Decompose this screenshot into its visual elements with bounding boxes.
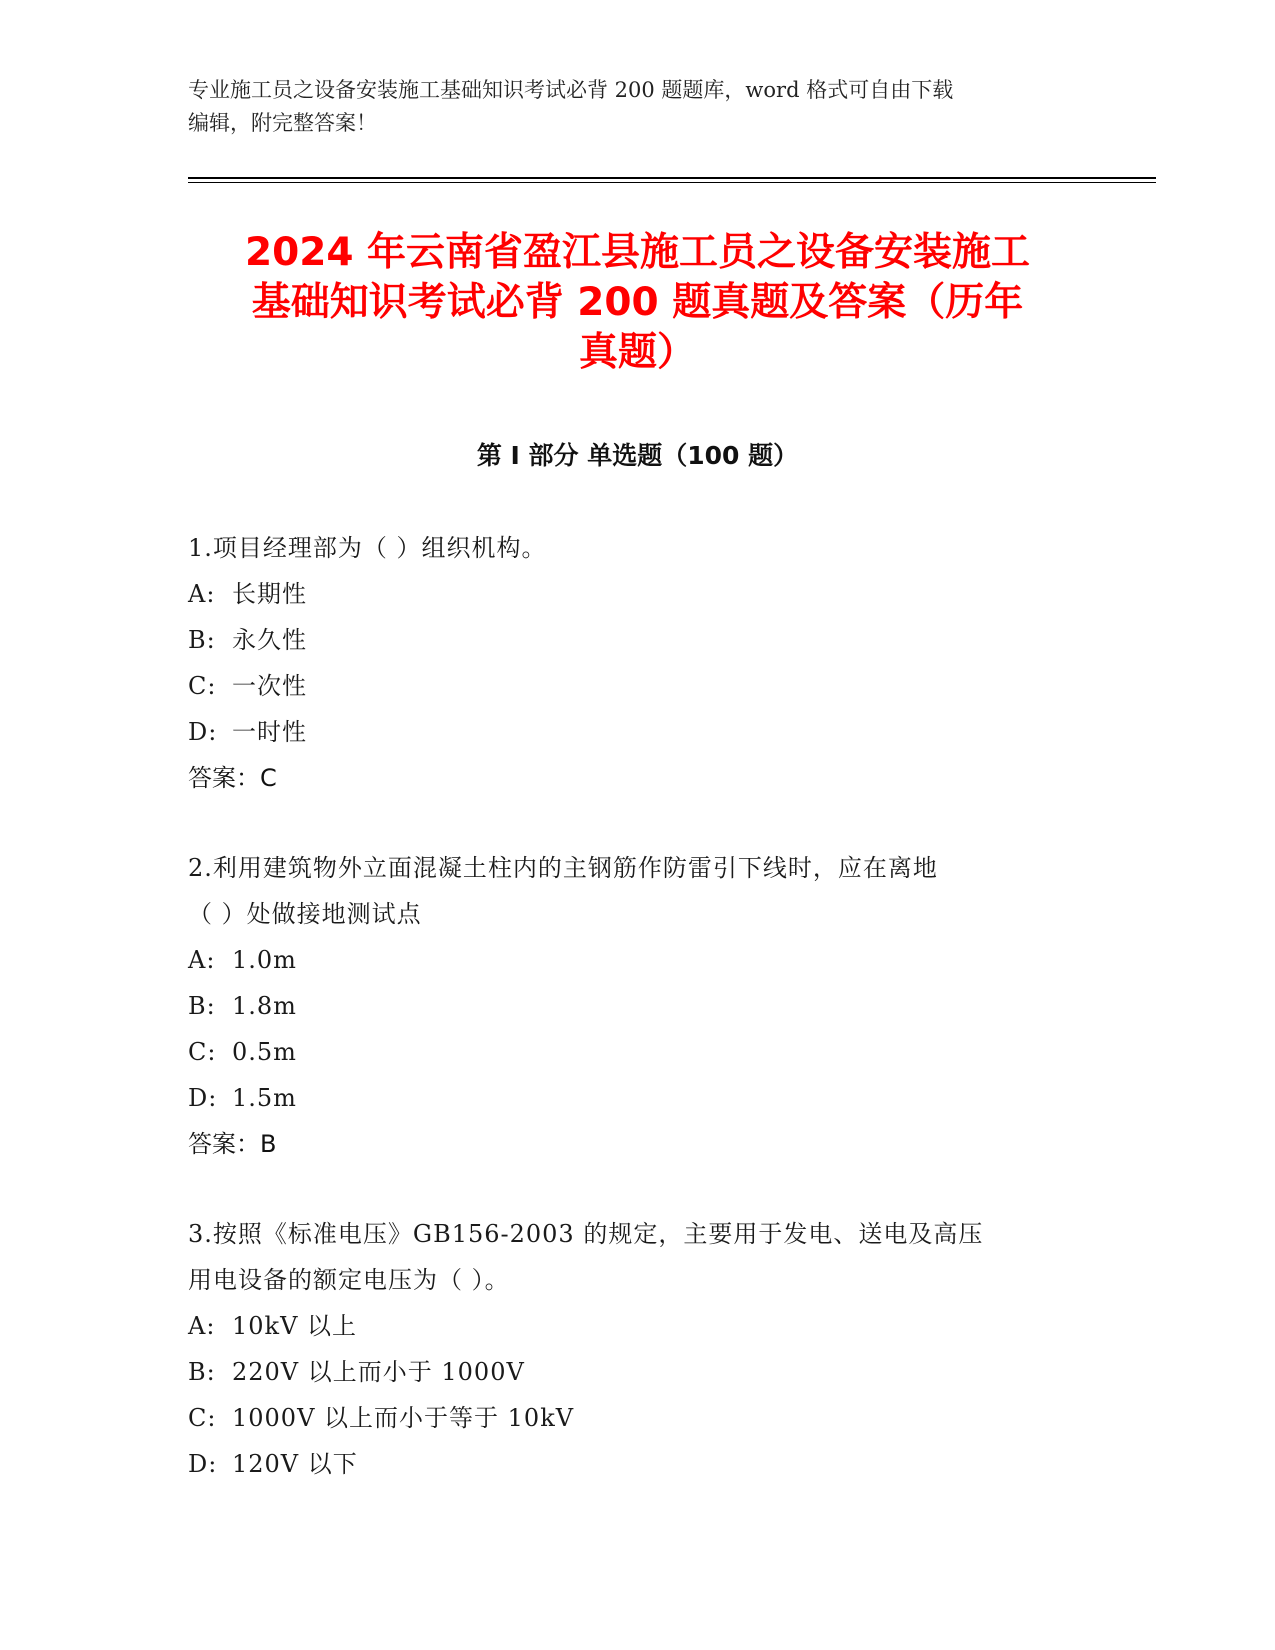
option-text: 10kV 以上 — [232, 1312, 358, 1340]
option-c — [188, 1029, 1068, 1075]
question-text-continued: 用电设备的额定电压为（ ）。 — [188, 1266, 510, 1294]
page-header — [188, 74, 1068, 140]
option-c — [188, 663, 1068, 709]
option-label: B: — [188, 992, 216, 1020]
option-d — [188, 709, 1068, 755]
option-text: 一次性 — [232, 672, 307, 700]
answer-line: 答案：B — [188, 1130, 277, 1158]
header-divider-thick — [188, 177, 1156, 179]
option-text: 1.5m — [232, 1084, 297, 1112]
option-label: B: — [188, 1358, 216, 1386]
option-d — [188, 1441, 1068, 1487]
title-line-3: 真题） — [578, 330, 696, 375]
option-text: 1000V 以上而小于等于 10kV — [232, 1404, 575, 1432]
option-text: 120V 以下 — [232, 1450, 358, 1478]
question-3 — [188, 1211, 1068, 1487]
option-text: 1.8m — [232, 992, 297, 1020]
question-text: 1.项目经理部为（ ）组织机构。 — [188, 534, 547, 562]
question-text-continued: （ ）处做接地测试点 — [188, 900, 422, 928]
option-a — [188, 937, 1068, 983]
option-label: D: — [188, 718, 218, 746]
option-b — [188, 1349, 1068, 1395]
question-2 — [188, 845, 1068, 1167]
option-b — [188, 983, 1068, 1029]
option-label: A: — [188, 946, 216, 974]
option-text: 1.0m — [232, 946, 297, 974]
option-text: 220V 以上而小于 1000V — [232, 1358, 525, 1386]
option-label: B: — [188, 626, 216, 654]
question-text: 2.利用建筑物外立面混凝土柱内的主钢筋作防雷引下线时，应在离地 — [188, 854, 938, 882]
option-text: 长期性 — [232, 580, 307, 608]
question-list — [188, 525, 1068, 1487]
option-label: A: — [188, 1312, 216, 1340]
option-label: D: — [188, 1084, 218, 1112]
header-divider-thin — [188, 182, 1156, 183]
header-line-1: 专业施工员之设备安装施工基础知识考试必背 200 题题库，word 格式可自由下载 — [188, 78, 954, 102]
header-line-2: 编辑，附完整答案！ — [188, 111, 377, 135]
option-label: D: — [188, 1450, 218, 1478]
option-label: C: — [188, 672, 217, 700]
title-line-1: 2024 年云南省盈江县施工员之设备安装施工 — [244, 230, 1031, 275]
answer-line: 答案：C — [188, 764, 277, 792]
option-label: C: — [188, 1038, 217, 1066]
document-title — [180, 228, 1095, 378]
section-heading: 第 I 部分 单选题（100 题） — [476, 441, 799, 470]
question-text: 3.按照《标准电压》GB156-2003 的规定，主要用于发电、送电及高压 — [188, 1220, 984, 1248]
question-1 — [188, 525, 1068, 801]
option-a — [188, 1303, 1068, 1349]
option-label: C: — [188, 1404, 217, 1432]
option-b — [188, 617, 1068, 663]
option-text: 永久性 — [232, 626, 307, 654]
option-c — [188, 1395, 1068, 1441]
option-d — [188, 1075, 1068, 1121]
option-text: 0.5m — [232, 1038, 297, 1066]
title-line-2: 基础知识考试必背 200 题真题及答案（历年 — [251, 280, 1024, 325]
option-text: 一时性 — [232, 718, 307, 746]
option-label: A: — [188, 580, 216, 608]
option-a — [188, 571, 1068, 617]
